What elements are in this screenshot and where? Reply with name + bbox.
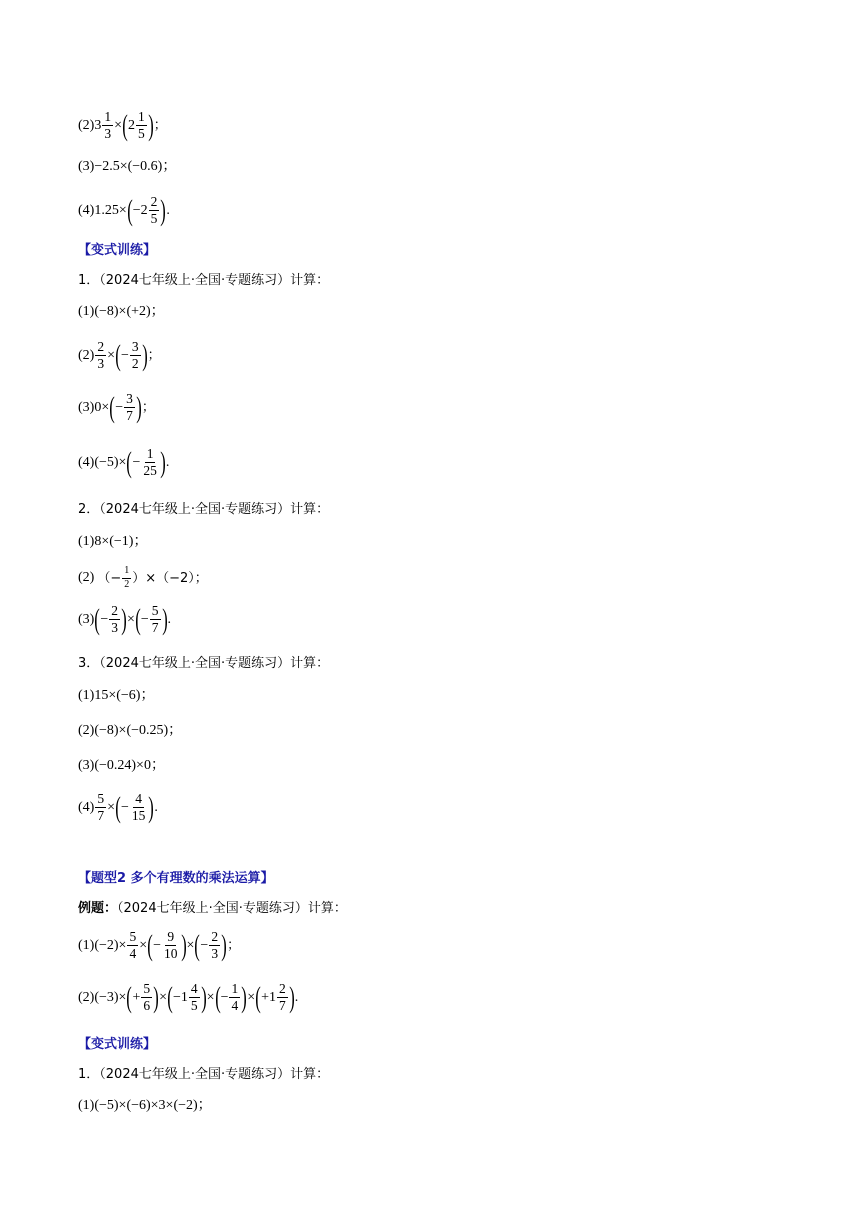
math-text: ×	[107, 799, 115, 815]
example-source: （2024七年级上·全国·专题练习）计算：	[117, 901, 347, 916]
right-paren: )	[161, 603, 168, 637]
denominator: 3	[111, 620, 118, 636]
denominator: 4	[231, 998, 239, 1014]
fraction	[136, 110, 147, 141]
math-text: −1	[173, 989, 188, 1005]
problem-item	[78, 535, 147, 549]
denominator: 15	[131, 808, 146, 824]
denominator: 5	[150, 211, 158, 227]
numerator: 3	[130, 340, 141, 356]
right-paren: )	[160, 194, 167, 228]
punctuation: .	[166, 202, 170, 218]
problem-item	[78, 930, 240, 961]
right-paren: )	[180, 929, 187, 963]
fraction	[95, 792, 106, 823]
punctuation: .	[154, 799, 158, 815]
numerator: 1	[136, 110, 147, 126]
math-text: ×	[114, 117, 122, 133]
left-paren: (	[115, 791, 121, 825]
item-number: (4)	[78, 454, 95, 470]
fraction	[149, 195, 160, 226]
item-number: (2)	[78, 347, 95, 363]
numerator: 2	[149, 195, 160, 211]
denominator: 10	[164, 946, 178, 962]
denominator: 3	[104, 126, 112, 142]
fraction	[277, 982, 288, 1013]
numerator: 4	[133, 792, 144, 808]
fraction	[209, 930, 220, 961]
numerator: 4	[189, 982, 200, 998]
math-text: ×	[186, 937, 195, 953]
right-paren: )	[153, 981, 159, 1015]
problem-item	[78, 724, 182, 738]
problem-item	[78, 305, 165, 319]
math-text: −	[100, 611, 109, 627]
right-paren: )	[200, 981, 207, 1015]
denominator: 3	[97, 356, 105, 372]
math-text: (−8)×(+2)；	[94, 304, 165, 319]
math-text: ×	[206, 989, 215, 1005]
item-number: (2)	[78, 723, 95, 738]
numerator: 2	[209, 930, 220, 946]
numerator: 9	[165, 930, 176, 946]
punctuation: ；	[147, 348, 161, 364]
right-paren: )	[148, 791, 155, 825]
math-text: ×	[247, 989, 256, 1005]
denominator: 2	[124, 578, 130, 590]
math-text: (−5)×(−6)×3×(−2)；	[94, 1098, 212, 1113]
denominator: 2	[131, 356, 139, 372]
math-text: ×	[126, 611, 135, 627]
problem-item	[78, 195, 170, 226]
problem-item	[78, 792, 158, 823]
math-text: −	[115, 399, 124, 415]
left-paren: (	[115, 339, 121, 373]
math-text: −	[153, 937, 162, 953]
item-number: (1)	[78, 1098, 95, 1113]
item-number: (3)	[78, 758, 95, 773]
left-paren: (	[147, 929, 153, 963]
item-number: (1)	[78, 688, 95, 703]
fraction	[141, 982, 152, 1013]
denominator: 5	[137, 126, 145, 142]
numerator: 1	[102, 110, 113, 126]
numerator: 5	[141, 982, 152, 998]
math-text: −	[120, 799, 129, 815]
left-paren: (	[194, 929, 201, 963]
numerator: 5	[150, 604, 161, 620]
problem-item	[78, 982, 298, 1013]
question-label: 2．（2024七年级上·全国·专题练习）计算：	[78, 502, 330, 517]
right-paren: )	[289, 981, 295, 1015]
item-number: (2)	[78, 117, 95, 133]
math-text: （−	[97, 570, 122, 586]
left-paren: (	[135, 603, 141, 637]
problem-item	[78, 689, 154, 703]
punctuation: .	[294, 989, 299, 1005]
math-text: −2	[132, 202, 148, 218]
numerator: 1	[145, 447, 156, 463]
problem-item	[78, 604, 171, 635]
numerator: 5	[127, 930, 138, 946]
left-paren: (	[126, 981, 133, 1015]
item-number: (2)	[78, 989, 95, 1005]
problem-item	[78, 110, 167, 141]
right-paren: )	[141, 339, 148, 373]
section-heading: 【题型2 多个有理数的乘法运算】	[78, 871, 274, 886]
math-text: (−3)×	[94, 989, 127, 1005]
math-text: −2.5×(−0.6)；	[94, 159, 177, 174]
item-number: (4)	[78, 202, 95, 218]
punctuation: .	[167, 611, 172, 627]
fraction	[150, 604, 161, 635]
math-text: ×	[139, 937, 148, 953]
example-label	[78, 902, 347, 915]
math-text: 1.25×	[94, 202, 127, 218]
section-heading: 【变式训练】	[78, 1037, 157, 1052]
left-paren: (	[255, 981, 261, 1015]
right-paren: )	[221, 929, 227, 963]
math-text: −	[220, 989, 229, 1005]
item-number: (1)	[78, 304, 95, 319]
problem-item	[78, 566, 208, 590]
problem-item	[78, 160, 176, 174]
numerator: 2	[109, 604, 120, 620]
left-paren: (	[126, 446, 133, 480]
math-text: +	[132, 989, 141, 1005]
math-text: ×	[107, 347, 115, 363]
math-text: 2	[127, 117, 135, 133]
question-label: 1．（2024七年级上·全国·专题练习）计算：	[78, 1067, 330, 1082]
left-paren: (	[122, 109, 128, 143]
problem-item	[78, 392, 155, 423]
math-text: 15×(−6)；	[94, 688, 155, 703]
question-label: 3．（2024七年级上·全国·专题练习）计算：	[78, 656, 330, 671]
fraction	[122, 566, 131, 590]
punctuation: ；	[153, 118, 167, 134]
denominator: 7	[97, 808, 105, 824]
left-paren: (	[167, 981, 173, 1015]
fraction	[229, 982, 240, 1013]
right-paren: )	[160, 446, 166, 480]
problem-item	[78, 447, 169, 478]
fraction	[162, 930, 180, 961]
math-text: (−5)×	[94, 454, 127, 470]
punctuation: .	[165, 454, 170, 470]
problem-item	[78, 340, 161, 371]
math-text: −	[200, 937, 209, 953]
item-number: (1)	[78, 534, 95, 549]
numerator: 5	[95, 792, 106, 808]
left-paren: (	[126, 194, 133, 228]
problem-item	[78, 759, 165, 773]
math-text: (−0.24)×0；	[94, 758, 165, 773]
left-paren: (	[94, 603, 101, 637]
fraction	[109, 604, 120, 635]
item-number: (2)	[78, 570, 95, 585]
math-text: −	[132, 454, 141, 470]
denominator: 7	[126, 408, 133, 424]
denominator: 6	[143, 998, 151, 1014]
numerator: 1	[122, 566, 131, 579]
item-number: (4)	[78, 799, 95, 815]
item-number: (3)	[78, 399, 95, 415]
denominator: 4	[129, 946, 137, 962]
numerator: 1	[229, 982, 240, 998]
denominator: 5	[190, 998, 198, 1014]
punctuation: ；	[227, 938, 241, 954]
denominator: 3	[211, 946, 219, 962]
right-paren: )	[136, 391, 142, 425]
math-text: −	[140, 611, 149, 627]
math-text: 8×(−1)；	[94, 534, 148, 549]
section-heading: 【变式训练】	[78, 243, 157, 258]
left-paren: (	[214, 981, 221, 1015]
math-text: +1	[261, 989, 277, 1005]
fraction	[130, 340, 141, 371]
fraction	[124, 392, 135, 423]
example-title: 例题：	[78, 901, 118, 916]
right-paren: )	[147, 109, 154, 143]
fraction	[127, 930, 138, 961]
fraction	[102, 110, 113, 141]
math-text: 3	[94, 117, 102, 133]
punctuation: ；	[141, 400, 155, 416]
math-text: 0×	[94, 399, 110, 415]
item-number: (3)	[78, 611, 95, 627]
math-text: (−8)×(−0.25)；	[94, 723, 183, 738]
question-label: 1．（2024七年级上·全国·专题练习）计算：	[78, 273, 330, 288]
math-text: ×	[159, 989, 168, 1005]
denominator: 25	[143, 463, 157, 479]
fraction	[95, 340, 106, 371]
right-paren: )	[121, 603, 127, 637]
problem-item	[78, 1099, 212, 1113]
item-number: (3)	[78, 159, 95, 174]
fraction	[189, 982, 200, 1013]
numerator: 2	[95, 340, 106, 356]
math-text: −	[120, 347, 129, 363]
fraction	[130, 792, 148, 823]
math-text: ）×（−2）；	[132, 570, 208, 586]
fraction	[141, 447, 159, 478]
denominator: 7	[279, 998, 286, 1014]
numerator: 3	[124, 392, 135, 408]
item-number: (1)	[78, 937, 95, 953]
left-paren: (	[109, 391, 115, 425]
right-paren: )	[241, 981, 247, 1015]
math-text: (−2)×	[94, 937, 127, 953]
denominator: 7	[151, 620, 159, 636]
numerator: 2	[277, 982, 288, 998]
